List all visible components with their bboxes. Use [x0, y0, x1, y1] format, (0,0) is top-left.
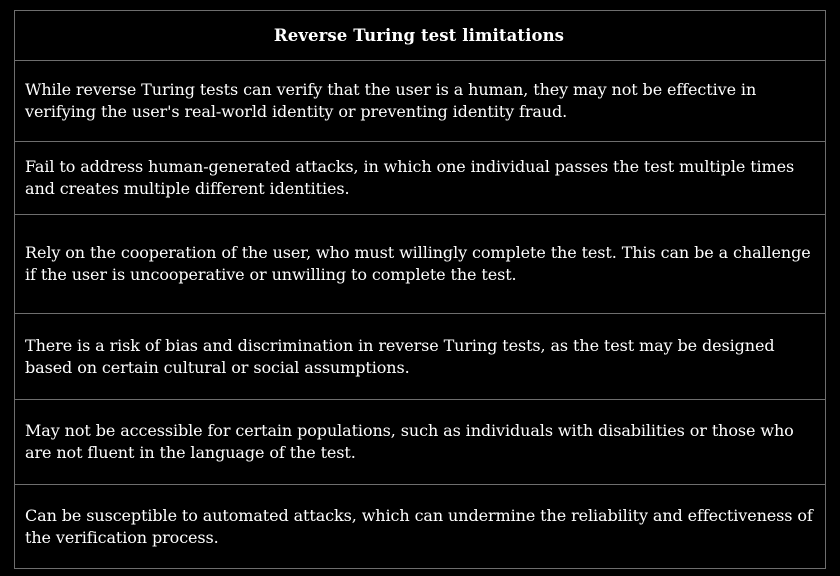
limitations-table: [14, 10, 826, 569]
limitation-human-generated-attacks: Fail to address human-generated attacks, in which one individual passes the test multiple times and creates multiple different identities.: [25, 157, 795, 198]
limitation-bias-discrimination: There is a risk of bias and discrimination in reverse Turing tests, as the test may be designed based on certain cultural or social assumptions.: [25, 335, 775, 377]
table-row: [15, 61, 825, 142]
table-header-row: [15, 11, 825, 61]
table-title: Reverse Turing test limitations: [273, 25, 565, 45]
limitation-automated-attacks: Can be susceptible to automated attacks, which can undermine the reliability and effectiveness of the verification process.: [25, 505, 813, 547]
table-row: [15, 485, 825, 568]
table-row: [15, 314, 825, 400]
table-row: [15, 215, 825, 314]
limitation-accessibility: May not be accessible for certain populations, such as individuals with disabilities or those who are not fluent in the language of the test.: [25, 421, 794, 462]
limitation-identity-fraud: While reverse Turing tests can verify that the user is a human, they may not be effective in verifying the user's real-world identity or preventing identity fraud.: [25, 80, 757, 121]
limitation-user-cooperation: Rely on the cooperation of the user, who must willingly complete the test. This can be a challenge if the user is uncooperative or unwilling to complete the test.: [25, 243, 811, 284]
table-row: [15, 400, 825, 485]
table-row: [15, 142, 825, 215]
